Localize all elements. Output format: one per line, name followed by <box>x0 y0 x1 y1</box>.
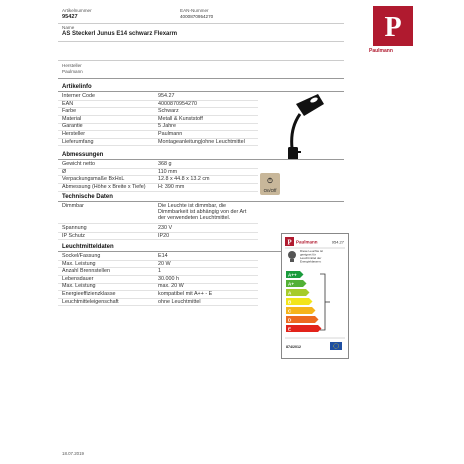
energy-label-text-3: Leuchtmittel der <box>300 256 322 260</box>
row-label: Gewicht netto <box>62 161 95 167</box>
row-label: Spannung <box>62 225 87 231</box>
row-value: Schwarz <box>158 108 179 115</box>
on-off-label: On/Off <box>263 188 277 193</box>
dimmbar-value-3: der verwendeten Leuchtmittel. <box>158 215 231 221</box>
energy-class-bar <box>286 325 322 332</box>
row-separator <box>58 191 258 192</box>
divider <box>58 159 344 160</box>
dimmbar-value-2: Dimmbarkeit ist abhängig von der Art <box>158 209 247 215</box>
svg-text:P: P <box>287 238 292 247</box>
section-title-abmessungen: Abmessungen <box>62 152 104 158</box>
eu-flag-icon <box>330 342 342 350</box>
row-value: Paulmann <box>158 131 183 137</box>
energy-label-text-4: Energieklassen: <box>300 259 322 264</box>
row-label: Lebensdauer <box>62 275 94 282</box>
row-label: Lieferumfang <box>62 138 94 145</box>
row-value: H: 390 mm <box>158 183 185 190</box>
divider <box>58 60 344 61</box>
row-label: Sockel/Fassung <box>62 253 101 259</box>
row-separator <box>58 223 258 224</box>
row-separator <box>58 145 258 146</box>
energy-label-graphic <box>282 234 348 358</box>
section-title-artikelinfo: Artikelinfo <box>62 84 92 90</box>
dimmbar-value-1: Die Leuchte ist dimmbar, die <box>158 203 227 209</box>
lamp-product-image <box>282 92 328 162</box>
row-value: 1 <box>158 268 161 275</box>
article-number-value: 95427 <box>62 14 78 20</box>
row-value: ohne Leuchtmittel <box>158 298 201 305</box>
row-value: 368 g <box>158 161 172 167</box>
dimmbar-label: Dimmbar <box>62 203 84 209</box>
row-label: Ø <box>62 168 67 175</box>
row-value: Montageanleitung|ohne Leuchtmittel <box>158 138 245 145</box>
divider <box>58 78 344 79</box>
row-separator <box>58 239 258 240</box>
on-off-badge <box>260 173 280 195</box>
energy-label-code: 954.27 <box>331 239 344 245</box>
row-value: 20 W <box>158 260 171 267</box>
section-title-technische-daten: Technische Daten <box>62 194 113 200</box>
range-bracket <box>320 274 325 330</box>
row-label: Hersteller <box>62 131 86 137</box>
ean-number-value: 4000870954270 <box>180 14 214 19</box>
manufacturer-value: Paulmann <box>62 69 83 74</box>
row-label: Verpackungsmaße BxHxL <box>62 176 125 183</box>
row-value: 12.8 x 44.8 x 13.2 cm <box>158 176 210 183</box>
row-separator <box>58 305 258 306</box>
energy-class-label: A <box>288 290 292 296</box>
row-label: Material <box>62 115 82 122</box>
energy-label-footer: 874/2012 <box>286 345 301 349</box>
svg-text:P: P <box>384 12 402 43</box>
footer-date: 18.07.2019 <box>62 451 84 456</box>
row-label: Max. Leistung <box>62 260 96 267</box>
bulb-icon <box>288 251 296 262</box>
row-label: IP Schutz <box>62 232 85 239</box>
manufacturer-label: Hersteller <box>62 63 82 68</box>
row-label: Garantie <box>62 123 83 130</box>
divider <box>58 201 344 202</box>
energy-label-brand: Paulmann <box>296 239 318 245</box>
row-value: Metall & Kunststoff <box>158 115 203 122</box>
logo-text: Paulmann <box>369 48 393 54</box>
energy-class-label: C <box>288 308 292 314</box>
energy-label-text-2: geeignet für <box>300 252 316 257</box>
row-label: Abmessung (Höhe x Breite x Tiefe) <box>62 183 146 190</box>
row-value: max. 20 W <box>158 283 184 290</box>
row-label: Farbe <box>62 108 77 115</box>
paulmann-logo <box>373 6 413 46</box>
row-value: E14 <box>158 253 168 259</box>
row-label: Interner Code <box>62 93 95 99</box>
dimmbar-row <box>62 203 336 225</box>
row-value: 110 mm <box>158 168 178 175</box>
row-label: EAN <box>62 100 74 107</box>
row-value: 4000870954270 <box>158 100 197 107</box>
energy-label <box>281 233 349 359</box>
power-icon <box>265 175 275 185</box>
row-value: 230 V <box>158 225 173 231</box>
article-number-label: Artikelnummer <box>62 8 92 13</box>
energy-class-label: A+ <box>288 281 295 287</box>
divider <box>58 41 344 42</box>
row-value: 5 Jahre <box>158 123 176 130</box>
row-value: kompatibel mit A++ - E <box>158 291 213 297</box>
ean-number-label: EAN-Nummer <box>180 8 209 13</box>
divider <box>58 23 344 24</box>
energy-class-label: A++ <box>288 272 297 278</box>
section-title-leuchtmitteldaten: Leuchtmitteldaten <box>62 244 114 250</box>
row-value: IP20 <box>158 232 170 239</box>
energy-label-text-1: Diese Leuchte ist <box>300 249 324 253</box>
row-label: Energieeffizienzklasse <box>62 291 116 297</box>
energy-class-label: D <box>288 317 292 323</box>
product-name: AS Steckerl Junus E14 schwarz Flexarm <box>62 31 178 37</box>
row-label: Max. Leistung <box>62 283 96 290</box>
row-value: 954.27 <box>158 93 175 99</box>
name-label: Name <box>62 25 75 30</box>
row-value: 30.000 h <box>158 275 179 282</box>
energy-class-label: B <box>288 299 292 305</box>
energy-class-label: E <box>288 326 292 332</box>
row-label: Anzahl Brennstellen <box>62 268 110 275</box>
row-label: Leuchtmitteleigenschaft <box>62 298 119 305</box>
